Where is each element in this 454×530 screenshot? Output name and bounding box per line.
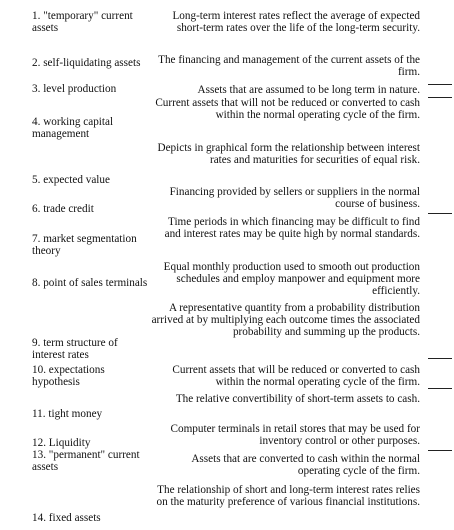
definition-13: Assets that are converted to cash within the normal operating cycle of the firm. <box>191 453 420 477</box>
definition-2: The financing and management of the current assets of the firm. <box>158 54 420 78</box>
answer-blank[interactable] <box>428 213 452 214</box>
definition-14: The relationship of short and long-term interest rates relies on the maturity preference of various financial institutions. <box>156 484 420 508</box>
term-9: 9. term structure of interest rates <box>32 337 118 361</box>
term-7: 7. market segmentation theory <box>32 233 137 257</box>
term-4: 4. working capital management <box>32 116 114 140</box>
term-5: 5. expected value <box>32 174 110 186</box>
definition-5: Depicts in graphical form the relationship between interest rates and maturities for securities of equal risk. <box>157 142 420 166</box>
definition-7: Time periods in which financing may be difficult to find and interest rates may be quite high by normal standards. <box>164 216 420 240</box>
term-10: 10. expectations hypothesis <box>32 364 105 388</box>
answer-blank[interactable] <box>428 358 452 359</box>
answer-blank[interactable] <box>428 388 452 389</box>
term-11: 11. tight money <box>32 408 103 420</box>
term-1: 1. "temporary" current assets <box>32 10 133 34</box>
term-13: 13. "permanent" current assets <box>32 449 140 473</box>
definition-8: Equal monthly production used to smooth out production schedules and employ manpower and equipment more efficiently. <box>163 261 420 297</box>
definition-11: The relative convertibility of short-term assets to cash. <box>175 393 420 405</box>
definition-3: Assets that are assumed to be long term in nature. <box>197 84 420 96</box>
term-14: 14. fixed assets <box>32 512 101 524</box>
answer-blank[interactable] <box>428 84 452 85</box>
term-3: 3. level production <box>32 83 117 95</box>
term-2: 2. self-liquidating assets <box>32 57 141 69</box>
definition-1: Long-term interest rates reflect the average of expected short-term rates over the life of the long-term security. <box>172 10 420 34</box>
definition-9: A representative quantity from a probability distribution arrived at by multiplying each outcome times the associated probability and summing up the products. <box>151 302 420 338</box>
answer-blank[interactable] <box>428 450 452 451</box>
definition-4: Current assets that will not be reduced or converted to cash within the normal operating cycle of the firm. <box>155 97 420 121</box>
definition-12: Computer terminals in retail stores that may be used for inventory control or other purposes. <box>170 423 420 447</box>
term-8: 8. point of sales terminals <box>32 277 148 289</box>
term-12: 12. Liquidity <box>32 437 91 449</box>
definition-10: Current assets that will be reduced or converted to cash within the normal operating cycle of the firm. <box>172 364 420 388</box>
term-6: 6. trade credit <box>32 203 94 215</box>
definition-6: Financing provided by sellers or suppliers in the normal course of business. <box>169 186 420 210</box>
answer-blank[interactable] <box>428 97 452 98</box>
